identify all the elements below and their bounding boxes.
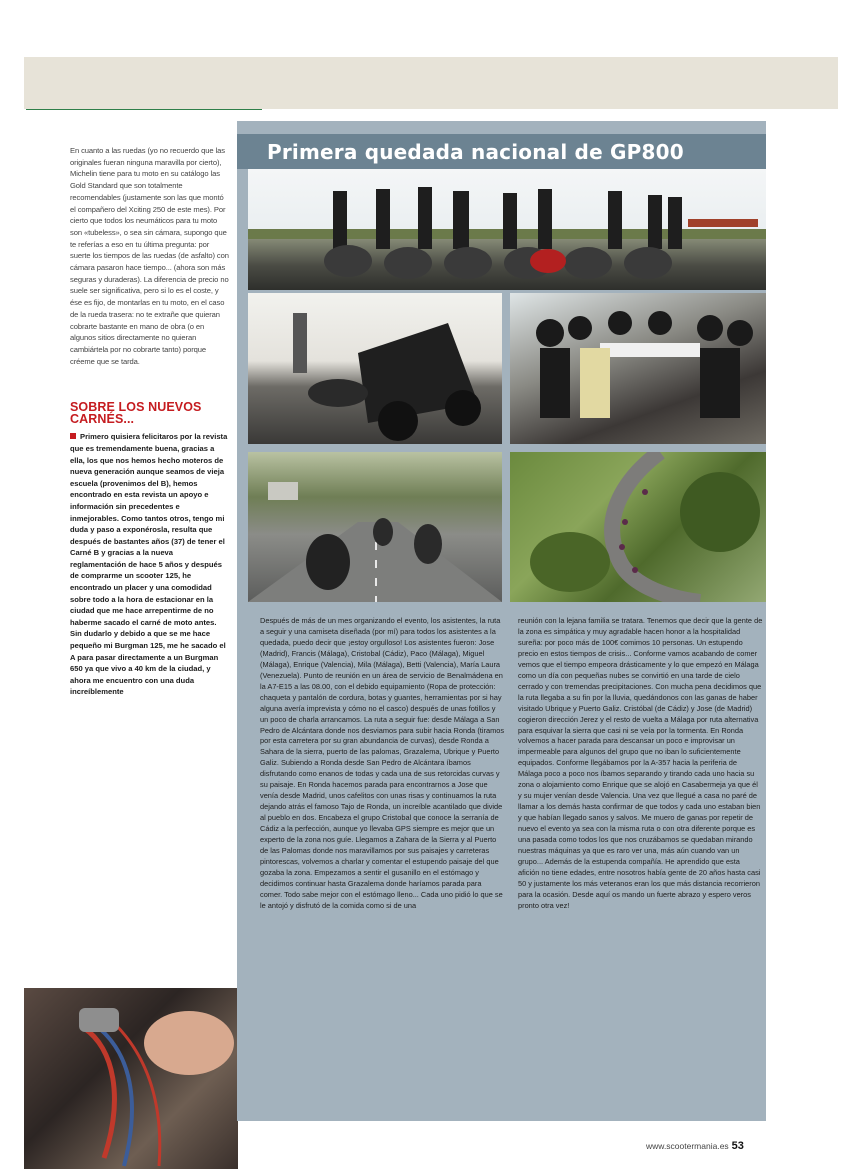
reader-mail-column xyxy=(70,145,230,698)
column-divider-rule xyxy=(26,109,262,110)
lunch-table-illustration xyxy=(510,293,766,444)
riders-on-road-illustration xyxy=(248,452,502,602)
group-riders-illustration xyxy=(248,169,766,290)
feature-column-1: Después de más de un mes organizando el evento, los asistentes, la ruta a seguir y una camiseta diseñada (por mí) para todos los asistentes a la quedada, puedo decir que ¡estoy orgulloso! Los asistentes fueron: Jose (Madrid), Francis (Málaga), Cristobal (Cádiz), Paco (Málaga), Miguel (Málaga), Enrique (Valencia), Mila (Málaga), Betti (Valencia), María Laura (Venezuela). Punto de reunión en un área de servicio de Benalmádena en la A7-E15 a las 08.00, con el debido equipamiento (Ropa de protección: chaqueta y pantalón de cordura, botas y guantes, herramientas por si hay alguna avería imprevista y cómo no el casco) después de unas fotillos y un poco de charla arrancamos. La ruta a seguir fue: desde Málaga a San Pedro de Alcántara donde nos desviamos para subir hacia Ronda (tiramos por esta carretera por su gran abundancia de curvas), desde Ronda a Sahara de la sierra, puerto de las palomas, Grazalema, Ubrique y Puerto Galiz. Subiendo a Ronda desde San Pedro de Alcántara íbamos disfrutando como enanos de todas y cada una de sus retorcidas curvas y su paisaje. En Ronda hacemos parada para encontrarnos a Jose que venía desde Madrid, unos cafelitos con unas risas y continuamos la ruta dejando atrás el famoso Tajo de Ronda, un increíble acantilado que divide al pueblo en dos. Encabeza el grupo Cristobal que conoce la serranía de Cádiz a la perfección, aunque yo llevaba GPS siempre es mejor que un experto de la zona nos guíe. Llegamos a Zahara de la Sierra y al Puerto de las Palomas donde nos maravillamos por sus paisajes y carreteras pintorescas, volvemos a charlar y comentar el estupendo paisaje del que gozaba la zona. Empezamos a sentir el gusanillo en el estómago y decidimos continuar hasta Grazalema donde haríamos parada para comer. Todo sabe mejor con el estómago lleno... Cada uno pidió lo que se le antojó y disfrutó de la comida como si de una xyxy=(260,616,505,910)
feature-box xyxy=(237,121,766,1121)
feature-title-bar xyxy=(237,134,766,169)
page-number: 53 xyxy=(731,1140,744,1152)
wiring-detail-photo xyxy=(24,988,238,1169)
group-photo xyxy=(248,169,766,290)
section-heading: SOBRE LOS NUEVOS CARNÉS... xyxy=(70,400,202,427)
page-footer xyxy=(646,1140,744,1152)
footer-url: www.scootermania.es xyxy=(646,1141,729,1151)
feature-column-2: reunión con la lejana familia se tratara. Tenemos que decir que la gente de la zona es simpática y muy agradable hacen honor a la hospitalidad sureña: por poco más de 100€ comimos 10 personas. Un estupendo precio en estos tiempos de crisis... Conforme vamos acabando de comer vemos que el tiempo empeora drásticamente y lo que empezó en Málaga como un día con pequeñas nubes se convirtió en una tarde de cielo cerrado y con tremendas precipitaciones. Con mucha pena decidimos que la ruta llegaba a su fin por la lluvia, quedándonos con las ganas de haber visitado Ubrique y Puerto Galiz. Cristóbal (de Cádiz) y Jose (de Madrid) cogieron dirección Jerez y el resto de vuelta a Málaga por ruta alternativa para esquivar la sierra que casi ni se veía por la tormenta. En Ronda volvemos a hacer parada para descansar un poco e improvisar un impermeable para algunos del grupo que no iban lo suficientemente equipados. Conforme llegábamos por la A-357 hacia la periferia de Málaga poco a poco nos íbamos separando y tirando cada uno hacia su zona o alojamiento como Enrique que se alojó en Casabermeja ya que él y su mujer venían desde Valencia. Una vez que llegué a casa no paré de llamar a los demás hasta confirmar de que todos y cada uno estaban bien y que habían llegado sanos y salvos. Me muero de ganas por repetir de nuevo el evento ya sea con la misma ruta o con otra diferente porque es una pasada como todos los que nos cruzábamos se quedaban mirando nuestras máquinas ya que es raro ver una, más aún cuando van un grupo... Además de la estupenda compañía. He aprendido que esta afición no tiene edades, entre nosotros había gente de 20 años hasta casi 50 y justamente los más veteranos eran los que más distancia recorrieron para la ocasión. Desde aquí os mando un fuerte abrazo y espero veros pronto otra vez! xyxy=(518,616,763,910)
feature-title: Primera quedada nacional de GP800 xyxy=(267,140,684,164)
previous-answer-text: En cuanto a las ruedas (yo no recuerdo que las originales fueran ninguna maravilla por cierto), Michelin tiene para tu moto en su catálogo las Gold Standard que son totalmente recomendables (justamente son las que montó el compañero del Xciting 250 de este mes). Por cierto que todos los neumáticos para tu moto son «tubeless», o sea sin cámara, supongo que te referías a eso en tu última pregunta: por suerte los tiempos de las ruedas (de asfalto) con cámara pasaron hace tiempo... (ahora son más seguras y duraderas). La diferencia de precio no suele ser significativa, pero si lo es el coste, y ése es fijo, de montarlas en tu moto, en el caso de la rueda trasera: no te extrañe que quieran cobrarte bastante en mano de obra (o en algunos sitios directamente no quieran cambiártela por no cobrarte tanto) porque créeme que se tarda. xyxy=(70,146,229,366)
mountain-road-illustration xyxy=(510,452,766,602)
lunch-table-photo xyxy=(510,293,766,444)
page-top-band xyxy=(24,57,838,109)
reader-question-text: Primero quisiera felicitaros por la revista que es tremendamente buena, gracias a ella, los que nos hemos hecho moteros de nueva generación aunque seamos de vieja escuela (provenimos del B), hemos encontrado en esta revista un apoyo e información sin precedentes e inmejorables. Como tantos otros, tengo mi duda y paso a exponérosla, resulta que después de bastantes años (37) de tener el Carné B y gracias a la nueva reglamentación de hace 5 años y después de comprarme un scooter 125, he encontrado un placer y una comodidad sobre todo a la hora de estacionar en la ciudad que me hace arrepentirme de no haberme sacado el carné de moto antes. Sin dudarlo y debido a que se me hace pequeño mi Burgman 125, me he sacado el A para pasar directamente a un Burgman 650 ya que vivo a 40 km de la ciudad, y ahora me encuentro con una duda increíblemente xyxy=(70,432,228,697)
riders-on-road-photo xyxy=(248,452,502,602)
reader-question xyxy=(70,431,230,698)
parked-scooter-illustration xyxy=(248,293,502,444)
red-square-bullet-icon xyxy=(70,433,76,439)
parked-scooter-photo xyxy=(248,293,502,444)
mountain-road-photo xyxy=(510,452,766,602)
wiring-illustration xyxy=(24,988,238,1169)
